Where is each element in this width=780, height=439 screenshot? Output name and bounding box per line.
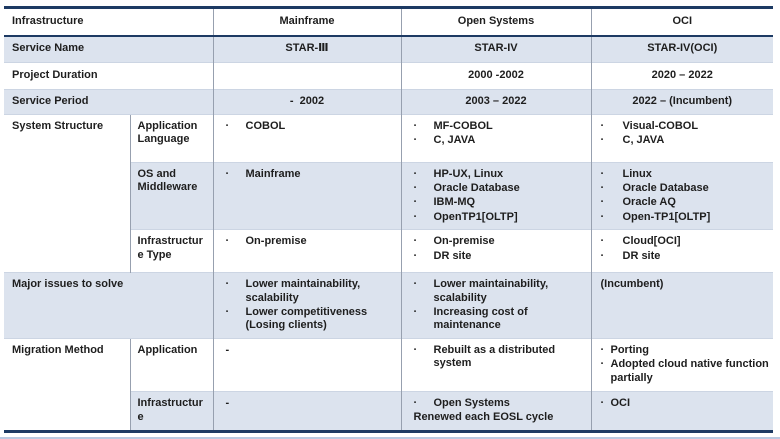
- infrastructure-type-label: Infrastructure Type: [130, 230, 213, 273]
- cell-infra-type-oci: [591, 230, 773, 273]
- list-item-text: Oracle Database: [433, 181, 520, 194]
- os-middleware-label: OS and Middleware: [130, 162, 213, 230]
- bullet-icon: ·: [600, 235, 605, 248]
- comparison-table: [4, 6, 773, 433]
- bullet-icon: ·: [600, 196, 605, 209]
- bullet-icon: ·: [413, 210, 418, 223]
- cell-project-duration-oci: 2020 – 2022: [591, 62, 773, 89]
- cell-migration-infra-open-systems: [401, 391, 591, 431]
- list-item-text: Oracle Database: [622, 181, 709, 194]
- cell-project-duration-mainframe: [213, 62, 401, 89]
- list-item-text: COBOL: [245, 119, 286, 132]
- bullet-icon: ·: [413, 119, 418, 132]
- list-item: [414, 250, 587, 263]
- header-infrastructure: Infrastructure: [4, 8, 213, 37]
- bullet-icon: ·: [600, 343, 605, 356]
- bullet-icon: ·: [600, 133, 605, 146]
- list-item-text: C, JAVA: [433, 133, 476, 146]
- bottom-accent-line: [0, 437, 780, 439]
- cell-infra-type-mainframe: [213, 230, 401, 273]
- bullet-icon: ·: [413, 181, 418, 194]
- cell-os-middleware-mainframe: [213, 162, 401, 230]
- cell-infra-type-open-systems: [401, 230, 591, 273]
- list-item-text: Adopted cloud native function partially: [610, 358, 769, 384]
- list-item-text: Cloud[OCI]: [622, 235, 681, 248]
- list-item: [601, 120, 770, 133]
- cell-app-language-mainframe: [213, 114, 401, 162]
- bullet-icon: ·: [225, 167, 230, 180]
- list-item-text: On-premise: [433, 235, 495, 248]
- list-item-text: OpenTP1[OLTP]: [433, 210, 518, 223]
- list-item: [414, 306, 587, 333]
- list-item: [414, 120, 587, 133]
- list-item-text: DR site: [433, 249, 472, 262]
- project-duration-label: Project Duration: [4, 62, 213, 89]
- bullet-icon: ·: [600, 249, 605, 262]
- list-item-text: On-premise: [245, 235, 307, 248]
- list-item-text: Linux: [622, 167, 652, 180]
- list-item-text: -: [225, 343, 230, 356]
- list-item-text: Lower maintainability, scalability: [433, 278, 549, 304]
- bullet-icon: ·: [413, 343, 418, 356]
- bullet-icon: ·: [413, 249, 418, 262]
- cell-major-issues-open-systems: [401, 273, 591, 339]
- migration-infrastructure-label: Infrastructure: [130, 391, 213, 431]
- cell-major-issues-oci: [591, 273, 773, 339]
- list-item-text: HP-UX, Linux: [433, 167, 504, 180]
- row-migration-application: [4, 338, 773, 391]
- list-item-text: MF-COBOL: [433, 119, 493, 132]
- list-item-text: OCI: [610, 396, 631, 409]
- list-item-text: IBM-MQ: [433, 196, 476, 209]
- list-item: [414, 211, 587, 224]
- list-item-text: Oracle AQ: [622, 196, 676, 209]
- header-col-mainframe: Mainframe: [213, 8, 401, 37]
- service-period-label: Service Period: [4, 89, 213, 114]
- bullet-icon: ·: [225, 235, 230, 248]
- cell-migration-app-oci: [591, 338, 773, 391]
- bullet-icon: ·: [413, 278, 418, 291]
- bullet-icon: ·: [413, 305, 418, 318]
- cell-service-period-mainframe: - 2002: [213, 89, 401, 114]
- cell-project-duration-open-systems: 2000 -2002: [401, 62, 591, 89]
- list-item: [601, 196, 770, 209]
- bullet-icon: ·: [600, 210, 605, 223]
- bullet-icon: ·: [413, 196, 418, 209]
- row-project-duration: [4, 62, 773, 89]
- bullet-icon: ·: [225, 305, 230, 318]
- list-item: [414, 344, 587, 371]
- migration-method-label: Migration Method: [4, 338, 130, 431]
- list-item: [601, 250, 770, 263]
- bullet-icon: ·: [225, 278, 230, 291]
- cell-os-middleware-oci: [591, 162, 773, 230]
- list-item-text: -: [225, 396, 230, 409]
- cell-app-language-open-systems: [401, 114, 591, 162]
- list-item: [226, 344, 397, 357]
- cell-service-name-open-systems: STAR-IV: [401, 36, 591, 62]
- list-item-text: Open-TP1[OLTP]: [622, 210, 711, 223]
- list-item: [226, 120, 397, 133]
- list-item-text: Visual-COBOL: [622, 119, 699, 132]
- list-item: [601, 397, 770, 410]
- list-item: [414, 278, 587, 305]
- cell-migration-infra-oci: [591, 391, 773, 431]
- header-row: [4, 8, 773, 37]
- list-item-text: Renewed each EOSL cycle: [413, 411, 554, 424]
- cell-migration-app-mainframe: [213, 338, 401, 391]
- list-item-text: Increasing cost of maintenance: [433, 305, 528, 332]
- cell-service-period-open-systems: 2003 – 2022: [401, 89, 591, 114]
- migration-application-label: Application: [130, 338, 213, 391]
- service-name-label: Service Name: [4, 36, 213, 62]
- header-col-open-systems: Open Systems: [401, 8, 591, 37]
- list-item: [601, 344, 770, 357]
- major-issues-label: Major issues to solve: [4, 273, 213, 339]
- list-item-text: Rebuilt as a distributed system: [433, 343, 556, 370]
- list-item: [601, 134, 770, 147]
- bullet-icon: ·: [600, 181, 605, 194]
- list-item: [601, 235, 770, 248]
- bullet-icon: ·: [225, 119, 230, 132]
- bullet-icon: ·: [413, 396, 418, 409]
- system-structure-label: System Structure: [4, 114, 130, 273]
- bullet-icon: ·: [600, 396, 605, 409]
- list-item: [601, 182, 770, 195]
- list-item-text: Mainframe: [245, 167, 301, 180]
- cell-service-name-mainframe: STAR-Ⅲ: [213, 36, 401, 62]
- list-item: [601, 211, 770, 224]
- list-item-text: C, JAVA: [622, 133, 665, 146]
- list-item: [226, 168, 397, 181]
- header-col-oci: OCI: [591, 8, 773, 37]
- list-item: [226, 235, 397, 248]
- list-item: [601, 168, 770, 181]
- list-item: [226, 306, 397, 333]
- list-item: [601, 358, 770, 385]
- application-language-label: Application Language: [130, 114, 213, 162]
- cell-os-middleware-open-systems: [401, 162, 591, 230]
- cell-major-issues-mainframe: [213, 273, 401, 339]
- list-item-text: Lower competitiveness (Losing clients): [245, 305, 368, 332]
- list-item: [414, 168, 587, 181]
- cell-service-name-oci: STAR-IV(OCI): [591, 36, 773, 62]
- list-item-text: Porting: [610, 343, 649, 356]
- row-major-issues: [4, 273, 773, 339]
- bullet-icon: ·: [413, 167, 418, 180]
- list-item-text: Open Systems: [433, 396, 510, 409]
- row-service-period: [4, 89, 773, 114]
- list-item-text: Lower maintainability, scalability: [245, 278, 361, 304]
- bullet-icon: ·: [413, 133, 418, 146]
- bullet-icon: ·: [413, 235, 418, 248]
- list-item-text: (Incumbent): [600, 278, 664, 291]
- bullet-icon: ·: [600, 119, 605, 132]
- cell-app-language-oci: [591, 114, 773, 162]
- list-item: [226, 397, 397, 410]
- list-item: [226, 278, 397, 305]
- list-item: [414, 134, 587, 147]
- cell-migration-infra-mainframe: [213, 391, 401, 431]
- list-item: [414, 397, 587, 410]
- row-service-name: [4, 36, 773, 62]
- list-item: [414, 235, 587, 248]
- list-item: [601, 278, 770, 291]
- cell-migration-app-open-systems: [401, 338, 591, 391]
- list-item: [414, 182, 587, 195]
- bullet-icon: ·: [600, 358, 605, 371]
- list-item-text: DR site: [622, 249, 661, 262]
- cell-service-period-oci: 2022 – (Incumbent): [591, 89, 773, 114]
- bullet-icon: ·: [600, 167, 605, 180]
- row-application-language: [4, 114, 773, 162]
- list-item: [414, 196, 587, 209]
